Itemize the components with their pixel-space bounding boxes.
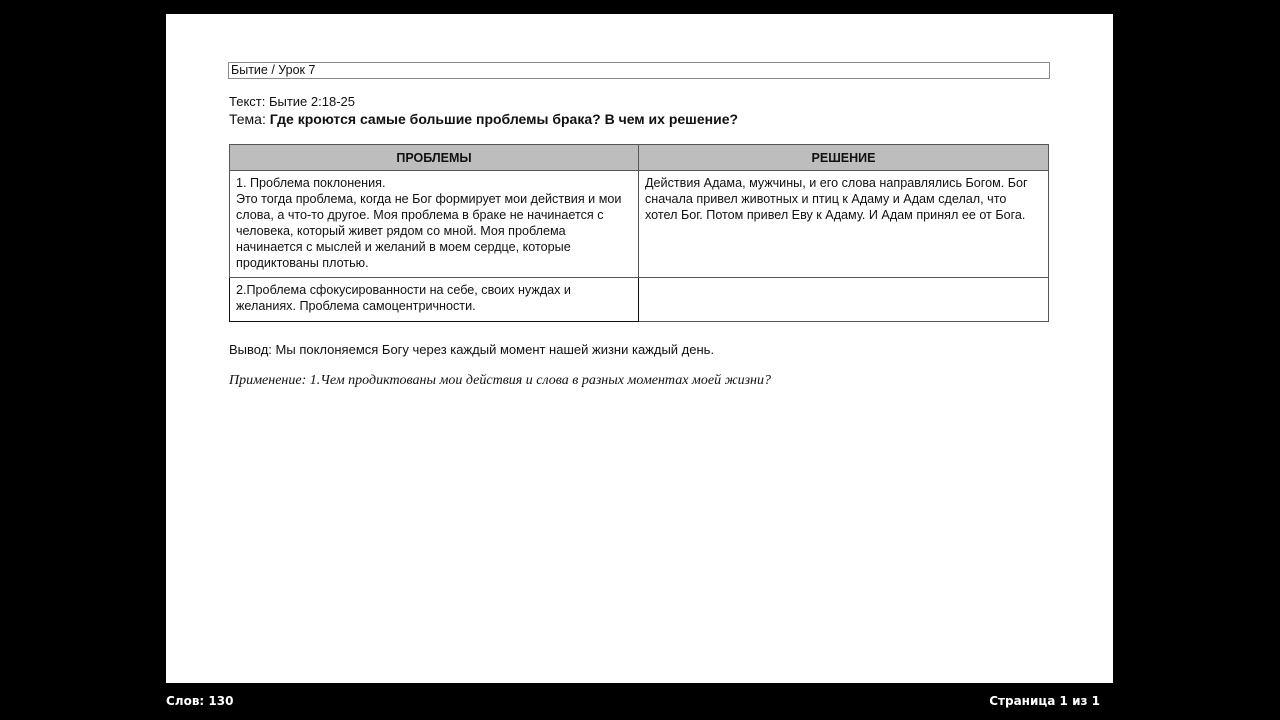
- table-row: [230, 171, 1049, 278]
- problem-cell[interactable]: [230, 278, 639, 322]
- problem-text: 1. Проблема поклонения. Это тогда проблема, когда не Бог формирует мои действия и мои слова, а что-то другое. Моя проблема в браке не начинается с человека, который живет рядом со мной. Моя проблема начинается с мыслей и желаний в моем сердце, которые продиктованы плотью.: [236, 176, 622, 270]
- conclusion-line: Вывод: Мы поклоняемся Богу через каждый момент нашей жизни каждый день.: [229, 342, 715, 357]
- header-problems: ПРОБЛЕМЫ: [230, 145, 639, 171]
- solution-cell[interactable]: [639, 171, 1049, 278]
- table-row: [230, 278, 1049, 322]
- text-reference: Бытие 2:18-25: [268, 94, 355, 109]
- text-label: Текст:: [229, 94, 266, 109]
- application-line: Применение: 1.Чем продиктованы мои действия и слова в разных моментах моей жизни?: [229, 373, 771, 388]
- word-count: Слов: 130: [166, 694, 234, 708]
- problems-solutions-table: [229, 144, 1049, 322]
- solution-text: Действия Адама, мужчины, и его слова направлялись Богом. Бог сначала привел животных и птиц к Адаму и Адам сделал, что хотел Бог. Потом привел Еву к Адаму. И Адам принял ее от Бога.: [645, 176, 1028, 222]
- header-solution: РЕШЕНИЕ: [639, 145, 1049, 171]
- problem-text: 2.Проблема сфокусированности на себе, своих нуждах и желаниях. Проблема самоцентричности.: [236, 283, 571, 313]
- problem-cell[interactable]: [230, 171, 639, 278]
- text-reference-line: [229, 94, 355, 109]
- topic-title: Где кроются самые большие проблемы брака? В чем их решение?: [269, 111, 739, 127]
- document-page[interactable]: [166, 14, 1113, 683]
- table-header-row: [230, 145, 1049, 171]
- topic-line: [229, 111, 738, 127]
- topic-label: Тема:: [229, 111, 266, 127]
- document-header[interactable]: Бытие / Урок 7: [228, 62, 1050, 79]
- page-indicator: Страница 1 из 1: [989, 694, 1100, 708]
- solution-cell[interactable]: [639, 278, 1049, 322]
